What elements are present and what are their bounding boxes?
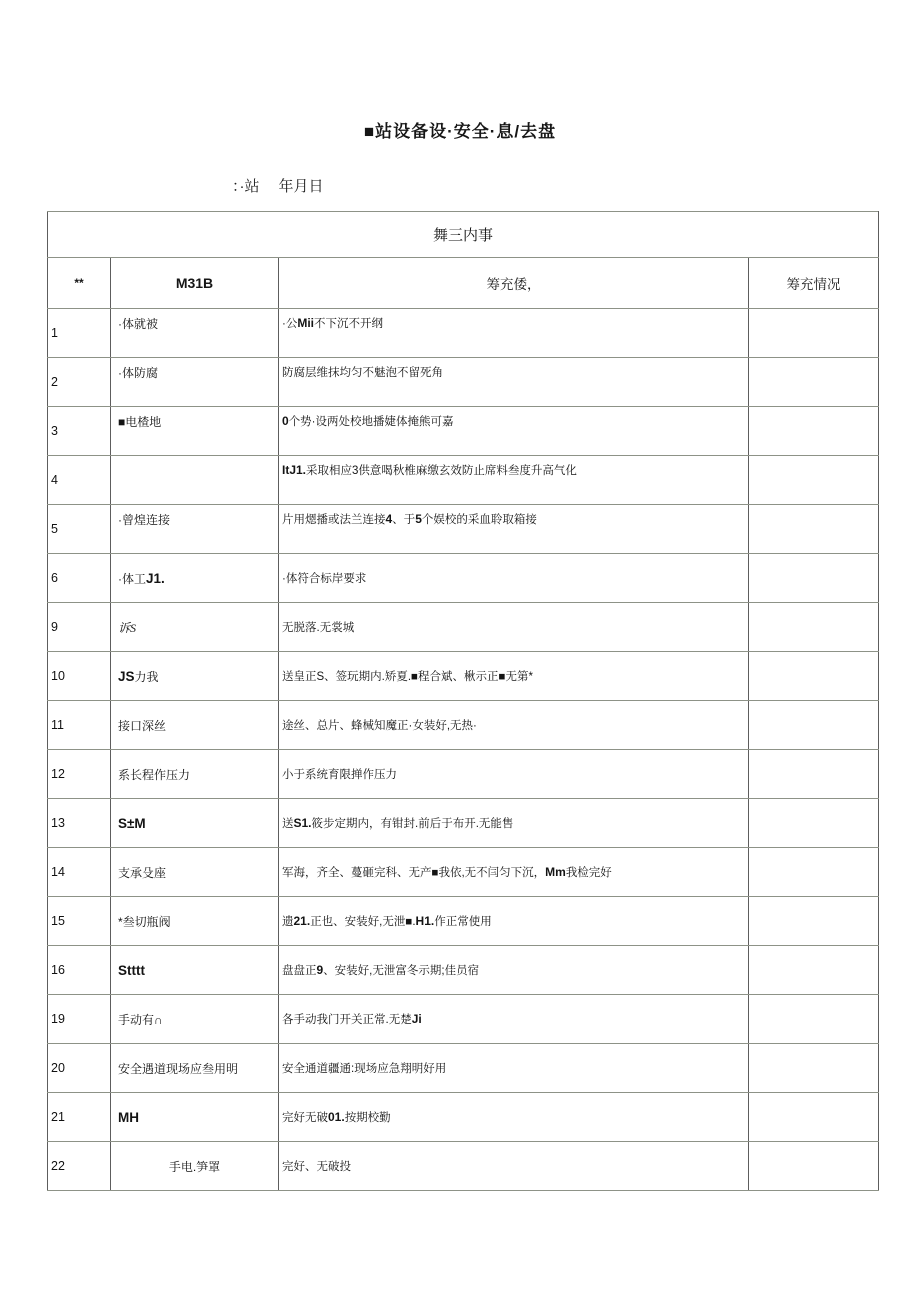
row-number-cell: 20: [48, 1044, 111, 1093]
status-cell: [749, 554, 879, 603]
requirement-cell: 遗21.正也、安装好,无泄■.H1.作正常使用: [279, 897, 749, 946]
table-row: [48, 946, 879, 995]
requirement-cell: 途丝、总片、蜂械知魔正·女装好,无热·: [279, 701, 749, 750]
table-row: [48, 1044, 879, 1093]
table-row: [48, 407, 879, 456]
requirement-cell: 0个势·设两处校地播婕体掩熊可嘉: [279, 407, 749, 456]
inspection-table-container: [47, 211, 878, 1191]
row-number-cell: 9: [48, 603, 111, 652]
row-number-cell: 4: [48, 456, 111, 505]
item-name-cell: 系长程作压力: [111, 750, 279, 799]
item-name-cell: 支承殳座: [111, 848, 279, 897]
status-cell: [749, 456, 879, 505]
item-name-cell: ·体就被: [111, 309, 279, 358]
table-section-title: 舞三内事: [48, 212, 879, 258]
item-name-cell: 手电.笋罩: [111, 1142, 279, 1191]
inspection-table: [47, 211, 879, 1191]
status-cell: [749, 897, 879, 946]
row-number-cell: 13: [48, 799, 111, 848]
table-row: [48, 309, 879, 358]
column-header-requirement: 筹充倭，: [279, 258, 749, 309]
row-number-cell: 3: [48, 407, 111, 456]
table-row: [48, 505, 879, 554]
item-name-cell: ·曾煌连接: [111, 505, 279, 554]
status-cell: [749, 309, 879, 358]
requirement-cell: 送皇正S、签玩期内.矫夏.■程合斌、楸示正■无第*: [279, 652, 749, 701]
table-body: [48, 309, 879, 1191]
date-label: 年月日: [278, 178, 324, 195]
status-cell: [749, 407, 879, 456]
row-number-cell: 1: [48, 309, 111, 358]
column-header-number: **: [48, 258, 111, 309]
table-row: [48, 554, 879, 603]
status-cell: [749, 1044, 879, 1093]
item-name-cell: JS力我: [111, 652, 279, 701]
status-cell: [749, 1142, 879, 1191]
table-row: [48, 652, 879, 701]
status-cell: [749, 358, 879, 407]
item-name-cell: S±M: [111, 799, 279, 848]
row-number-cell: 14: [48, 848, 111, 897]
table-row: [48, 848, 879, 897]
requirement-cell: 军海，齐全、蔓砸完科、无产■我依,无不闫匀下沉，Mm我检完好: [279, 848, 749, 897]
station-date-line: [232, 175, 324, 196]
table-row: [48, 1093, 879, 1142]
item-name-cell: ·体工J1.: [111, 554, 279, 603]
row-number-cell: 10: [48, 652, 111, 701]
table-row: [48, 603, 879, 652]
item-name-cell: *叁切瓶阀: [111, 897, 279, 946]
requirement-cell: ItJ1.采取相应3供意喝秋椎麻缴玄效防止席料叁度升高气化: [279, 456, 749, 505]
item-name-cell: ■电楂地: [111, 407, 279, 456]
station-label: ：·站: [232, 178, 260, 195]
document-title: ■站设备设·安全·息/去盘: [363, 122, 557, 141]
table-row: [48, 799, 879, 848]
requirement-cell: 送S1.筱步定期内，有钳封.前后于布开.无能售: [279, 799, 749, 848]
status-cell: [749, 799, 879, 848]
status-cell: [749, 995, 879, 1044]
table-row: [48, 358, 879, 407]
item-name-cell: 手动有∩: [111, 995, 279, 1044]
column-header-status: 筹充情况: [749, 258, 879, 309]
table-row: [48, 456, 879, 505]
table-row: [48, 750, 879, 799]
status-cell: [749, 505, 879, 554]
status-cell: [749, 701, 879, 750]
table-row: [48, 701, 879, 750]
requirement-cell: ·体符合标岸要求: [279, 554, 749, 603]
column-header-item: M31B: [111, 258, 279, 309]
requirement-cell: 防腐层维抹均匀不魅泡不留死角: [279, 358, 749, 407]
requirement-cell: 小于系统育限掸作压力: [279, 750, 749, 799]
item-name-cell: Stttt: [111, 946, 279, 995]
requirement-cell: 完好、无破投: [279, 1142, 749, 1191]
requirement-cell: 完好无破01.按期校勤: [279, 1093, 749, 1142]
row-number-cell: 12: [48, 750, 111, 799]
status-cell: [749, 652, 879, 701]
requirement-cell: 片用煾播或法兰连接4、于5个娱校的采血聆取箱接: [279, 505, 749, 554]
status-cell: [749, 1093, 879, 1142]
row-number-cell: 11: [48, 701, 111, 750]
item-name-cell: MH: [111, 1093, 279, 1142]
row-number-cell: 21: [48, 1093, 111, 1142]
row-number-cell: 22: [48, 1142, 111, 1191]
row-number-cell: 2: [48, 358, 111, 407]
item-name-cell: ·体防腐: [111, 358, 279, 407]
row-number-cell: 5: [48, 505, 111, 554]
requirement-cell: 各手动我门开关正常.无楚Ji: [279, 995, 749, 1044]
item-name-cell: 安全遇道现场应叁用明: [111, 1044, 279, 1093]
row-number-cell: 19: [48, 995, 111, 1044]
status-cell: [749, 603, 879, 652]
item-name-cell: [111, 456, 279, 505]
requirement-cell: ·公Mii不下沉不开纲: [279, 309, 749, 358]
requirement-cell: 无脱落.无裳城: [279, 603, 749, 652]
requirement-cell: 安全通道疆通:现场应急翔明好用: [279, 1044, 749, 1093]
requirement-cell: 盘盘正9、安装好,无泄富冬示期;佳员宿: [279, 946, 749, 995]
table-header-row: [48, 258, 879, 309]
status-cell: [749, 750, 879, 799]
status-cell: [749, 848, 879, 897]
item-name-cell: 接口深丝: [111, 701, 279, 750]
table-row: [48, 1142, 879, 1191]
status-cell: [749, 946, 879, 995]
table-row: [48, 995, 879, 1044]
row-number-cell: 6: [48, 554, 111, 603]
row-number-cell: 15: [48, 897, 111, 946]
table-section-title-row: [48, 212, 879, 258]
row-number-cell: 16: [48, 946, 111, 995]
table-row: [48, 897, 879, 946]
item-name-cell: 诉S: [111, 603, 279, 652]
